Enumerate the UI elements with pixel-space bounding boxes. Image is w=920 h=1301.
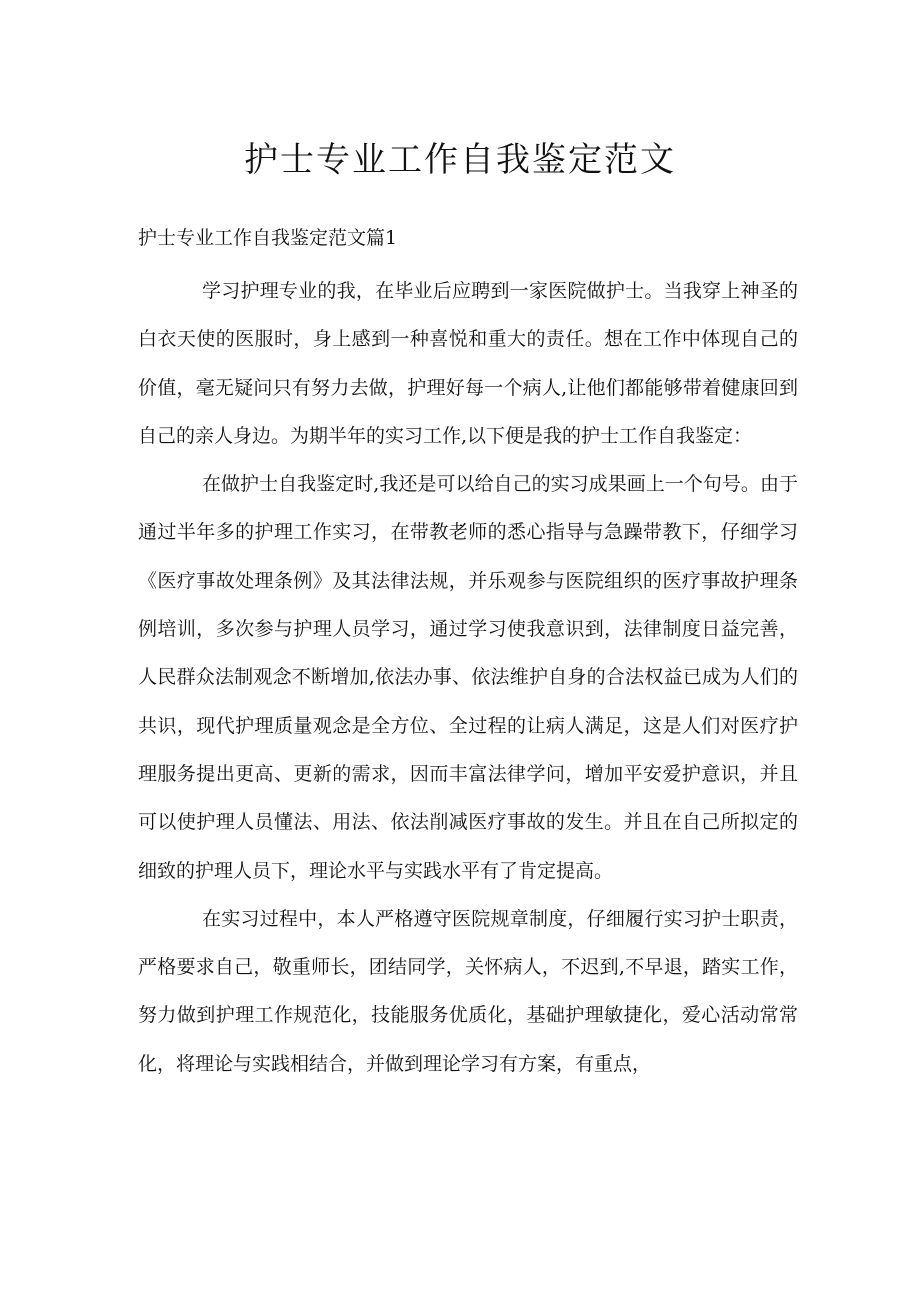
paragraph: 在实习过程中，本人严格遵守医院规章制度，仔细履行实习护士职责，严格要求自己，敬重师长，团结同学，关怀病人，不迟到,不早退，踏实工作，努力做到护理工作规范化，技能服务优质化，基础护理敏捷化，爱心活动常常化，将理论与实践相结合，并做到理论学习有方案，有重点， [138, 907, 798, 1075]
section-heading: 护士专业工作自我鉴定范文篇1 [138, 227, 398, 249]
document-body [138, 267, 798, 1088]
paragraph: 学习护理专业的我，在毕业后应聘到一家医院做护士。当我穿上神圣的白衣天使的医服时，身上感到一种喜悦和重大的责任。想在工作中体现自己的价值，毫无疑问只有努力去做，护理好每一个病人,让他们都能够带着健康回到自己的亲人身边。为期半年的实习工作,以下便是我的护士工作自我鉴定： [138, 280, 798, 447]
document-title: 护士专业工作自我鉴定范文 [244, 140, 676, 180]
paragraph: 在做护士自我鉴定时,我还是可以给自己的实习成果画上一个句号。由于通过半年多的护理工作实习，在带教老师的悉心指导与急躁带教下，仔细学习《医疗事故处理条例》及其法律法规，并乐观参与医院组织的医疗事故护理条例培训，多次参与护理人员学习，通过学习使我意识到，法律制度日益完善，人民群众法制观念不断增加,依法办事、依法维护自身的合法权益已成为人们的共识，现代护理质量观念是全方位、全过程的让病人满足，这是人们对医疗护理服务提出更高、更新的需求，因而丰富法律学问，增加平安爱护意识，并且可以使护理人员懂法、用法、依法削减医疗事故的发生。并且在自己所拟定的细致的护理人员下，理论水平与实践水平有了肯定提高。 [138, 473, 798, 882]
